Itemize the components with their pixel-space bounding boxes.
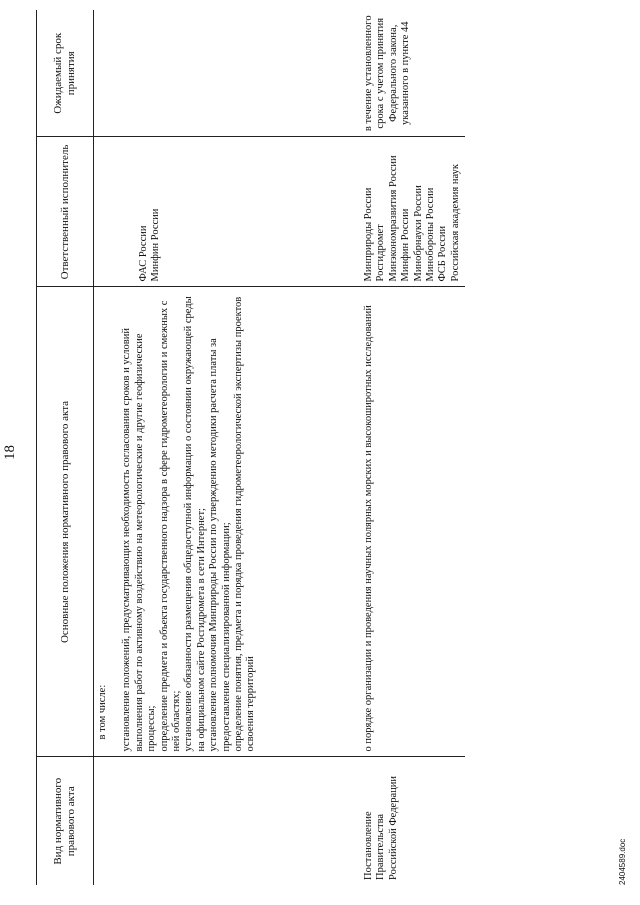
table-row xyxy=(94,10,361,885)
executor: Минобрнауки России xyxy=(412,185,424,282)
table-row xyxy=(360,10,465,885)
page-number: 18 xyxy=(2,445,18,460)
executor: Российская академия наук xyxy=(449,164,461,282)
executor: Минфин России xyxy=(400,208,412,282)
executor: ФСБ России xyxy=(437,225,449,282)
executor: Минобороны России xyxy=(425,187,437,282)
header-act-type: Вид нормативного правового акта xyxy=(37,757,94,885)
executor: Минприроды России xyxy=(363,187,374,282)
cell-provisions: о порядке организации и проведения научных полярных морских и высокоширотных исследований xyxy=(360,287,465,757)
cell-act-type: Постановление Правительства Российской Федерации xyxy=(363,776,399,880)
provisions-intro: в том числе: xyxy=(97,684,108,740)
cell-expected-term: в течение установленного срока с учетом принятия Федерального закона, указанного в пункте 44 xyxy=(360,10,465,137)
provision-item: установление полномочия Минприроды России по утверждению методики расчета платы за предоставление специализированной информации; xyxy=(208,338,232,752)
provision-item: установление обязанности размещения общедоступной информации о состоянии окружающей среды на официальном сайте Росгидромета в сети Интернет; xyxy=(183,296,207,752)
cell-provisions xyxy=(94,287,361,757)
provision-item: определение предмета и объекта государственного надзора в сфере гидрометеорологии и смежных с ней областях; xyxy=(158,300,183,752)
provision-item: установление положений, предусматривающих необходимость согласования сроков и условий выполнения работ по активному воздействию на метеорологические и другие геофизические процессы; xyxy=(121,328,158,752)
executor: Минфин России xyxy=(150,208,162,282)
provision-item: определение понятия, предмета и порядка проведения гидрометеорологической экспертизы проектов освоения территорий xyxy=(233,296,257,752)
header-expected-term: Ожидаемый срок принятия xyxy=(37,10,94,137)
table-header-row xyxy=(37,10,94,885)
executor: Росгидромет xyxy=(375,224,387,282)
cell-executors xyxy=(360,137,465,287)
cell-executors xyxy=(94,137,361,287)
document-file-id: 2404589.doc xyxy=(618,838,627,885)
executor: ФАС России xyxy=(138,225,149,282)
legal-acts-table xyxy=(36,10,465,885)
cell-act-type-empty xyxy=(94,757,361,885)
cell-term-empty xyxy=(94,10,361,137)
executor: Минэкономразвития России xyxy=(387,155,399,282)
header-main-provisions: Основные положения нормативного правового акта xyxy=(37,287,94,757)
header-responsible-executor: Ответственный исполнитель xyxy=(37,137,94,287)
